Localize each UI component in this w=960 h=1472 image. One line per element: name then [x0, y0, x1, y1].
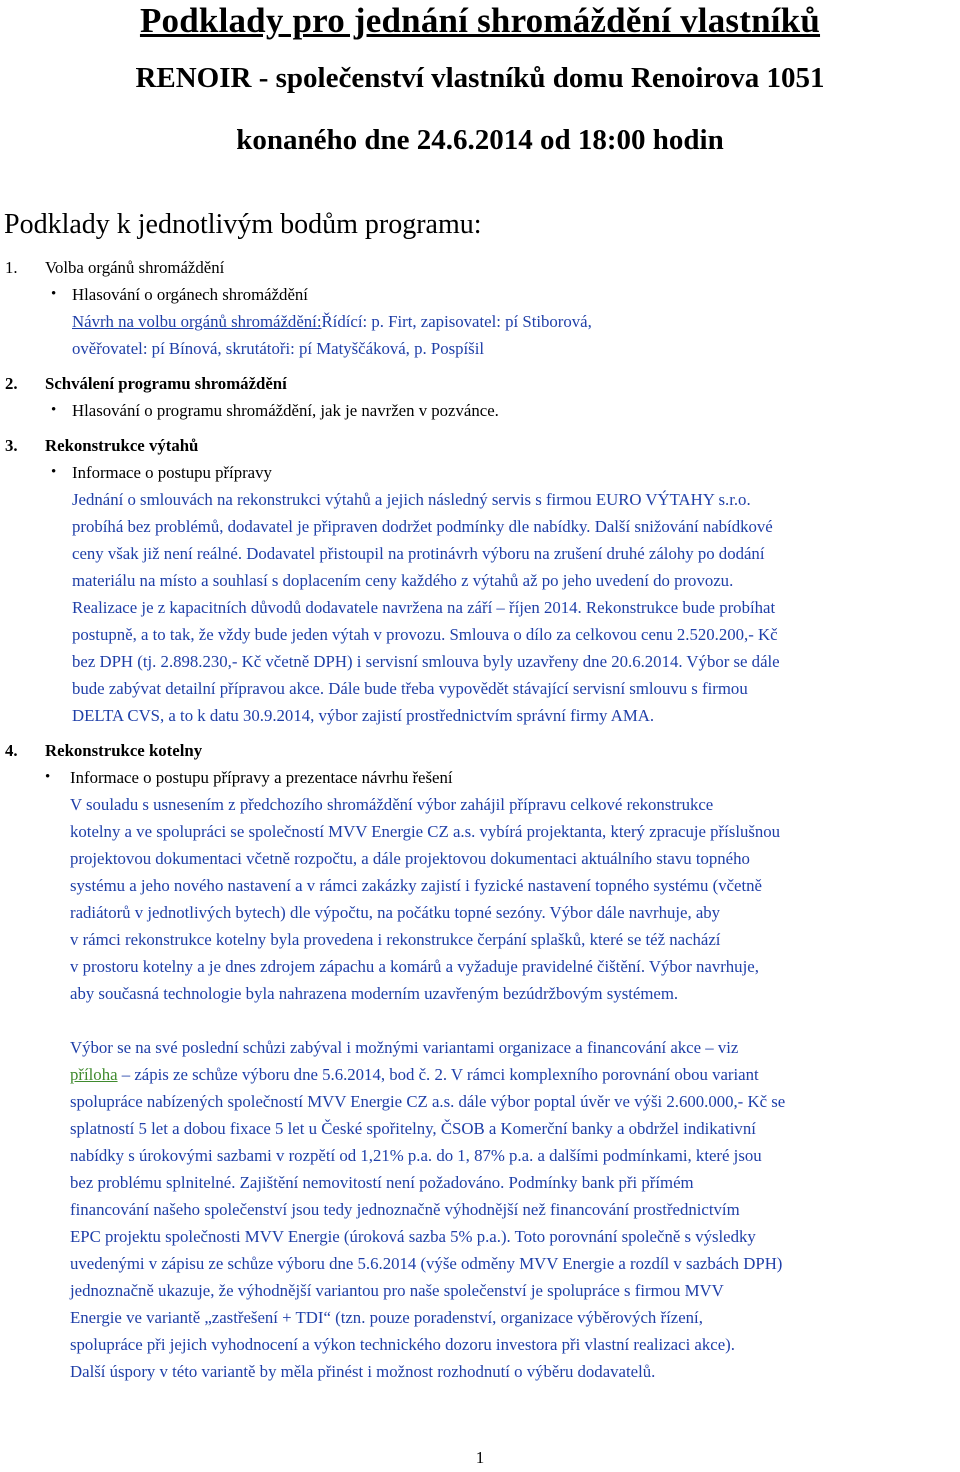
agenda-item-number: 4.: [5, 741, 18, 760]
text-line: Realizace je z kapacitních důvodů dodavatele navržena na září – říjen 2014. Rekonstrukce bude probíhat: [72, 598, 776, 617]
text-line: jednoznačně ukazuje, že výhodnější variantou pro naše společenství je spolupráce s firmou MVV: [70, 1281, 724, 1300]
document-title: Podklady pro jednání shromáždění vlastníků: [139, 1, 821, 40]
agenda-item-3: [0, 432, 960, 729]
bullet-text: Hlasování o programu shromáždění, jak je navržen v pozvánce.: [72, 401, 499, 420]
bullet-list: [45, 459, 960, 486]
text-line: spolupráce při jejich vyhodnocení a výkon technického dozoru investora při vlastní realizaci akce).: [70, 1335, 735, 1354]
election-proposal-continued: ověřovatel: pí Bínová, skrutátoři: pí Matyščáková, p. Pospíšil: [72, 339, 485, 358]
proposal-text: Řídící: p. Firt, zapisovatel: pí Stiborová,: [321, 312, 592, 331]
agenda-item-number: 1.: [5, 258, 18, 277]
agenda-item-heading: Volba orgánů shromáždění: [45, 258, 225, 277]
agenda-item-1: [0, 254, 960, 362]
agenda-item-2: [0, 370, 960, 424]
bullet-item: [45, 281, 960, 308]
text-line: v prostoru kotelny a je dnes zdrojem zápachu a komárů a vyžaduje pravidelné čištění. Výbor navrhuje,: [70, 957, 759, 976]
agenda-item-number: 2.: [5, 374, 18, 393]
document-subtitle: RENOIR - společenství vlastníků domu Renoirova 1051: [135, 62, 825, 94]
text-line: radiátorů v jednotlivých bytech) dle výpočtu, na počátku topné sezóny. Výbor dále navrhuje, aby: [70, 903, 721, 922]
agenda-item-heading: Rekonstrukce kotelny: [45, 741, 203, 760]
agenda-content: [0, 254, 960, 1385]
section-heading: Podklady k jednotlivým bodům programu:: [4, 209, 482, 240]
text-line: bez problému splnitelné. Zajištění nemovitostí není požadováno. Podmínky bank při přímém: [70, 1173, 694, 1192]
text-line: Další úspory v této variantě by měla přinést i možnost rozhodnutí o výběru dodavatelů.: [70, 1362, 656, 1381]
text-line-rest: – zápis ze schůze výboru dne 5.6.2014, bod č. 2. V rámci komplexního porovnání obou variant: [117, 1065, 759, 1084]
text-line: Energie ve variantě „zastřešení + TDI“ (tzn. pouze poradenství, organizace výběrových řízení,: [70, 1308, 703, 1327]
text-line: uvedenými v zápisu ze schůze výboru dne 5.6.2014 (výše odměny MVV Energie a rozdíl v sazbách DPH): [70, 1254, 783, 1273]
text-line: postupně, a to tak, že vždy bude jeden výtah v provozu. Smlouva o dílo za celkovou cenu 2.520.200,- Kč: [72, 625, 778, 644]
agenda-item-number: 3.: [5, 436, 18, 455]
bullet-item: [35, 764, 960, 791]
text-line: financování našeho společenství jsou tedy jednoznačně výhodnější než financování prostřednictvím: [70, 1200, 740, 1219]
attachment-link[interactable]: příloha: [70, 1065, 118, 1084]
bullet-text: Informace o postupu přípravy a prezentace návrhu řešení: [70, 768, 453, 787]
election-proposal: [45, 308, 960, 335]
meeting-date-line: konaného dne 24.6.2014 od 18:00 hodin: [236, 124, 724, 156]
text-line: kotelny a ve spolupráci se společností MVV Energie CZ a.s. vybírá projektanta, který zpracuje příslušnou: [70, 822, 781, 841]
bullet-item: [45, 397, 960, 424]
text-line: DELTA CVS, a to k datu 30.9.2014, výbor zajistí prostřednictvím správní firmy AMA.: [72, 706, 655, 725]
agenda-item-heading: Schválení programu shromáždění: [45, 374, 287, 393]
bullet-list: [45, 397, 960, 424]
paragraph-gap: [35, 1007, 960, 1034]
text-line: bez DPH (tj. 2.898.230,- Kč včetně DPH) i servisní smlouva byly uzavřeny dne 20.6.2014. Výbor se dále: [72, 652, 780, 671]
agenda-item-4-body: [0, 764, 960, 1385]
page-number: 1: [475, 1448, 485, 1467]
text-line: splatností 5 let a dobou fixace 5 let u České spořitelny, ČSOB a Komerční banky a obdržel indikativní: [70, 1119, 756, 1138]
text-line: bude zabývat detailní přípravou akce. Dále bude třeba vypovědět stávající servisní smlouvu s firmou: [72, 679, 748, 698]
agenda-item-4: [0, 737, 960, 764]
text-line: materiálu na místo a souhlasí s doplacením ceny každého z výtahů až po jeho uvedení do provozu.: [72, 571, 734, 590]
text-line: [70, 1061, 960, 1088]
bullet-list: [35, 764, 960, 791]
text-line: Jednání o smlouvách na rekonstrukci výtahů a jejich následný servis s firmou EURO VÝTAHY s.r.o.: [72, 490, 751, 509]
text-line: v rámci rekonstrukce kotelny byla provedena i rekonstrukce čerpání splašků, které se též nachází: [70, 930, 721, 949]
text-line: V souladu s usnesením z předchozího shromáždění výbor zahájil přípravu celkové rekonstrukce: [70, 795, 714, 814]
text-line: nabídky s úrokovými sazbami v rozpětí od 1,21% p.a. do 1, 87% p.a. a dalšími podmínkami, které jsou: [70, 1146, 762, 1165]
agenda-item-heading: Rekonstrukce výtahů: [45, 436, 199, 455]
boiler-text: [35, 791, 960, 1007]
text-line: probíhá bez problémů, dodavatel je připraven dodržet podmínky dle nabídky. Další snižování nabídkové: [72, 517, 773, 536]
bullet-text: Hlasování o orgánech shromáždění: [72, 285, 308, 304]
bullet-item: [45, 459, 960, 486]
bullet-list: [45, 281, 960, 308]
text-line: projektovou dokumentaci včetně rozpočtu, a dále projektovou dokumentaci aktuálního stavu topného: [70, 849, 750, 868]
elevator-text: [45, 486, 960, 729]
text-line: EPC projektu společnosti MVV Energie (úroková sazba 5% p.a.). Toto porovnání společně s výsledky: [70, 1227, 756, 1246]
text-line: spolupráce nabízených společností MVV Energie CZ a.s. dále výbor poptal úvěr ve výši 2.600.000,- Kč se: [70, 1092, 786, 1111]
text-line: ceny však již není reálné. Dodavatel přistoupil na protinávrh výboru na zrušení druhé zálohy po dodání: [72, 544, 765, 563]
text-line: Výbor se na své poslední schůzi zabýval i možnými variantami organizace a financování akce – viz: [70, 1038, 739, 1057]
proposal-label: Návrh na volbu orgánů shromáždění:: [72, 312, 322, 331]
text-line: systému a jeho nového nastavení a v rámci zakázky zajistí i fyzické nastavení topného systému (včetně: [70, 876, 762, 895]
text-line: aby současná technologie byla nahrazena moderním uzavřeným bezúdržbovým systémem.: [70, 984, 679, 1003]
bullet-text: Informace o postupu přípravy: [72, 463, 272, 482]
financing-text: [35, 1034, 960, 1385]
